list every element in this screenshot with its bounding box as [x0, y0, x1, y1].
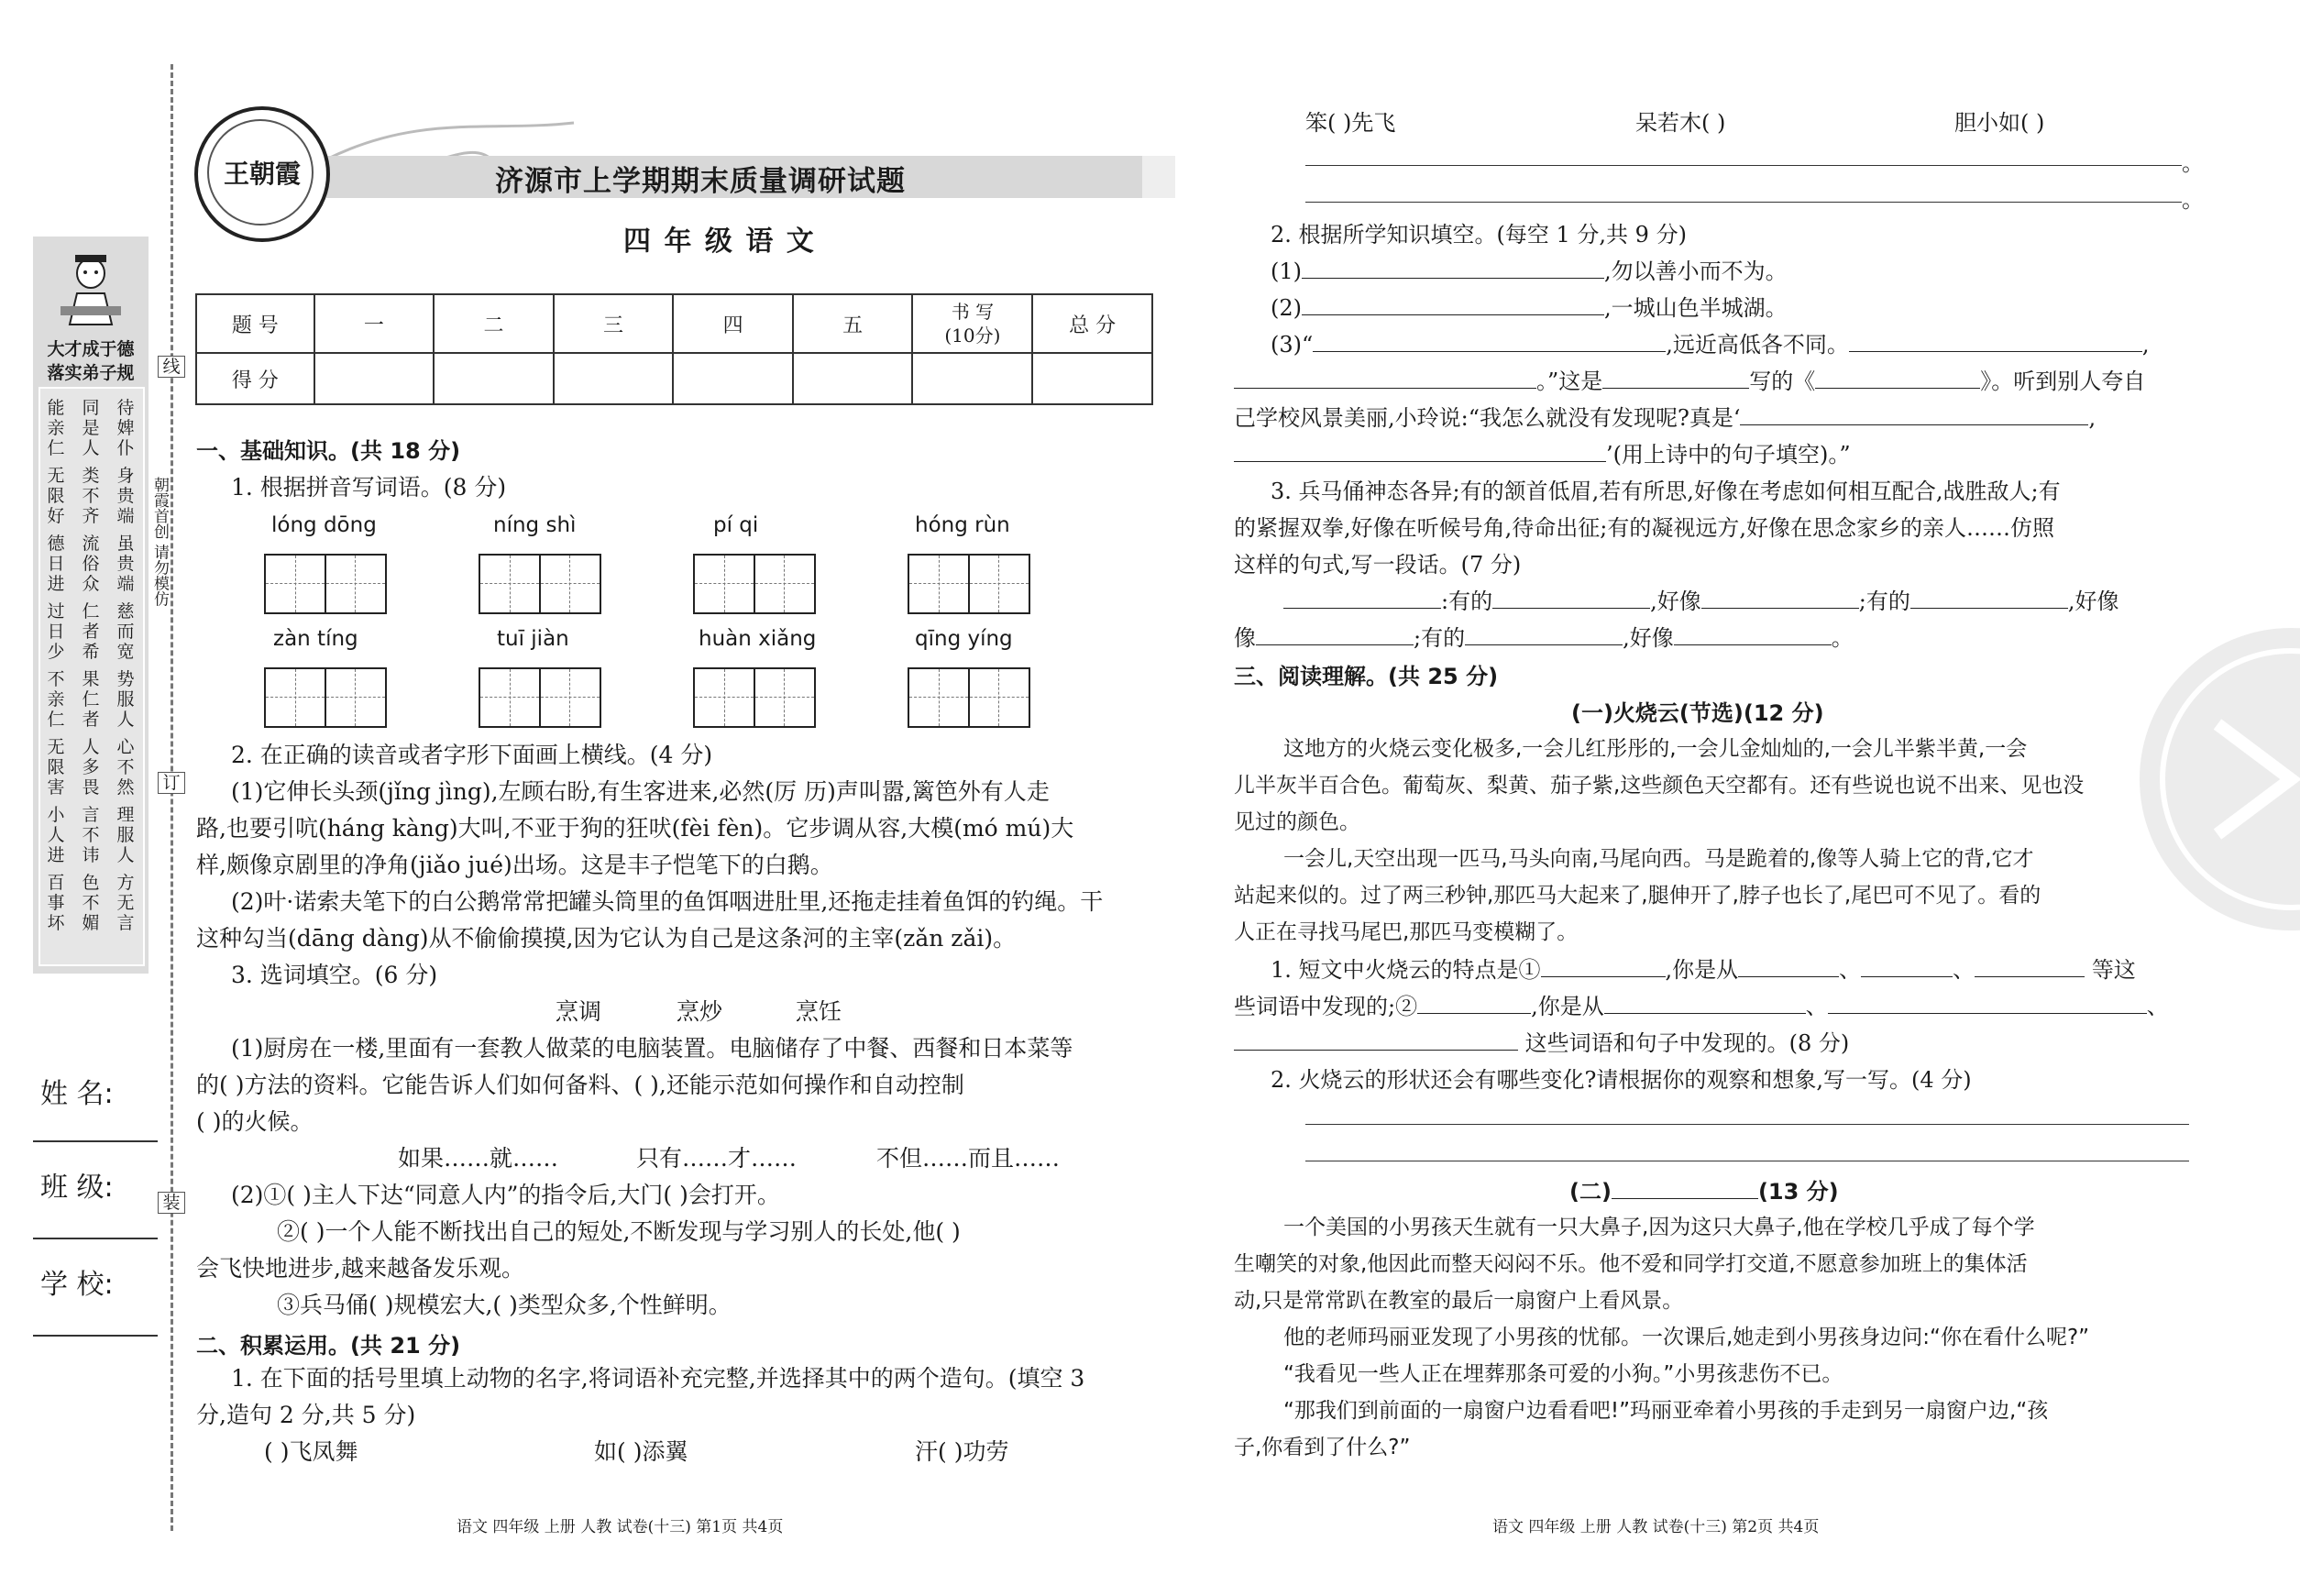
score-header: 五: [793, 294, 913, 353]
reading-2-text: 生嘲笑的对象,他因此而整天闷闷不乐。他不爱和同学打交道,不愿意参加班上的集体活: [1234, 1252, 2028, 1276]
q3-prompt: 3. 选词填空。(6 分): [231, 962, 438, 988]
reading-1-text: 人正在寻找马尾巴,那匹马变模糊了。: [1234, 920, 1579, 944]
school-label: 学 校:: [40, 1269, 114, 1301]
motto-top: 大才成于德: [47, 339, 135, 359]
reading-2-text: “那我们到前面的一扇窗户边看看吧!”玛丽亚牵着小男孩的手走到另一扇窗户边,“孩: [1283, 1399, 2049, 1423]
imitation-line: :有的 ,好像 ;有的 ,好像: [1283, 583, 2118, 615]
logo-text: 王朝霞: [223, 159, 301, 189]
motto-col: 果仁者: [82, 669, 100, 730]
character-grid[interactable]: [693, 554, 816, 614]
answer-blank[interactable]: [1604, 1013, 1806, 1014]
q3-conjunction-option: 不但……而且……: [876, 1145, 1061, 1172]
answer-blank[interactable]: [1861, 976, 1953, 977]
character-grid[interactable]: [264, 554, 387, 614]
name-field[interactable]: [33, 1140, 158, 1142]
motto-col: 色不媚: [82, 873, 100, 933]
motto-col: 百事坏: [47, 873, 65, 933]
q3-text: (1)厨房在一楼,里面有一套教人做菜的电脑装置。电脑储存了中餐、西餐和日本菜等: [231, 1035, 1073, 1062]
q3-text-p2: 的紧握双拳,好像在听候号角,待命出征;有的凝视远方,好像在思念家乡的亲人……仿照: [1234, 515, 2054, 541]
binding-label-pack: 装: [158, 1192, 185, 1214]
r1-q1-cont: 这些词语和句子中发现的。(8 分): [1234, 1025, 1849, 1057]
reading-1-text: 儿半灰半百合色。葡萄灰、梨黄、茄子紫,这些颜色天空都有。还有些说也说不出来、见也没: [1234, 774, 2085, 798]
q2-text: 样,颇像京剧里的净角(jiǎo jué)出场。这是丰子恺笔下的白鹅。: [196, 852, 833, 878]
binding-label-line: 线: [158, 356, 185, 378]
character-grid[interactable]: [479, 667, 601, 728]
reading-1-text: 一会儿,天空出现一匹马,马头向南,马尾向西。马是跪着的,像等人骑上它的背,它才: [1283, 847, 2034, 871]
binding-dotted-line: [171, 64, 173, 1531]
motto-col: 过日少: [47, 601, 65, 662]
motto-col: 德日进: [47, 534, 65, 594]
answer-blank[interactable]: [1234, 461, 1606, 462]
q3-text: ②( )一个人能不断找出自己的短处,不断发现与学习别人的长处,他( ): [277, 1218, 961, 1245]
motto-col: 无限好: [47, 466, 65, 526]
q1-prompt: 1. 根据拼音写词语。(8 分): [231, 474, 507, 501]
reading-1-text: 站起来似的。过了两三秒钟,那匹马大起来了,腿伸开了,脖子也长了,尾巴可不见了。看的: [1234, 884, 2041, 908]
q3-conjunction-option: 只有……才……: [636, 1145, 798, 1172]
q3-text-p2: 这样的句式,写一段话。(7 分): [1234, 552, 1522, 578]
idiom-item: 汗( )功劳: [915, 1438, 1009, 1465]
class-field[interactable]: [33, 1238, 158, 1239]
q2-item-3-cont: ’(用上诗中的句子填空)。”: [1234, 436, 1851, 468]
answer-blank[interactable]: [1541, 976, 1666, 977]
answer-blank[interactable]: [1256, 644, 1414, 645]
q2-item-2: (2) ,一城山色半城湖。: [1271, 295, 1788, 321]
answer-blank[interactable]: [1740, 424, 2088, 425]
section-3-heading: 三、阅读理解。(共 25 分): [1234, 664, 1499, 689]
q3-word-option: 烹炒: [677, 998, 723, 1025]
motto-col: 虽贵端: [116, 534, 135, 594]
q2-text: (1)它伸长头颈(jǐng jìng),左顾右盼,有生客进来,必然(厉 历)声叫嚣,篱笆外有人走: [231, 778, 1050, 805]
line-period: 。: [2182, 150, 2204, 176]
pinyin-label: qīng yíng: [915, 627, 1013, 651]
motto-col: 小人进: [47, 805, 65, 865]
answer-blank[interactable]: [1302, 278, 1604, 279]
motto-col: 人多畏: [82, 737, 100, 798]
reading-2-title: (二) (13 分): [1569, 1179, 1839, 1205]
page-1-footer: 语文 四年级 上册 人教 试卷(十三) 第1页 共4页: [457, 1518, 784, 1536]
idiom-item: ( )飞凤舞: [264, 1438, 358, 1465]
score-cell[interactable]: [314, 353, 435, 404]
q3-text: 的( )方法的资料。它能告诉人们如何备料、( ),还能示范如何操作和自动控制: [196, 1072, 964, 1098]
reading-2-text: 一个美国的小男孩天生就有一只大鼻子,因为这只大鼻子,他在学校几乎成了每个学: [1283, 1216, 2035, 1239]
motto-bottom: 落实弟子规: [47, 363, 135, 383]
sentence-answer-line[interactable]: [1305, 165, 2182, 166]
score-cell[interactable]: [912, 353, 1032, 404]
q3-text: ( )的火候。: [196, 1108, 314, 1135]
motto-col: 不亲仁: [47, 669, 65, 730]
idiom-item: 笨( )先飞: [1305, 110, 1396, 136]
s2-q1-prompt: 分,造句 2 分,共 5 分): [196, 1402, 416, 1428]
answer-blank[interactable]: [1302, 314, 1604, 315]
answer-blank[interactable]: [1313, 351, 1666, 352]
score-cell[interactable]: [673, 353, 793, 404]
pinyin-label: pí qi: [713, 513, 759, 537]
answer-blank[interactable]: [1602, 388, 1749, 389]
school-field[interactable]: [33, 1335, 158, 1337]
q2-text: (2)叶·诺索夫笔下的白公鹅常常把罐头筒里的鱼饵咽进肚里,还拖走挂着鱼饵的钓绳。干: [231, 888, 1104, 915]
motto-col: 同是人: [82, 398, 100, 458]
q3-conjunction-option: 如果……就……: [398, 1145, 559, 1172]
reading-2-text: “我看见一些人正在埋葬那条可爱的小狗。”小男孩悲伤不已。: [1283, 1362, 1843, 1386]
q2-text: 路,也要引吭(háng kàng)大叫,不亚于狗的狂吠(fèi fèn)。它步调从容,大模(mó mú)大: [196, 815, 1074, 842]
motto-col: 能亲仁: [47, 398, 65, 458]
idiom-item: 胆小如( ): [1954, 110, 2045, 136]
q2-item-3: (3)“ ,远近高低各不同。 ,: [1271, 332, 2150, 358]
q3-word-option: 烹调: [556, 998, 602, 1025]
reading-1-text: 见过的颜色。: [1234, 810, 1360, 834]
q2-item-3-cont: 。”这是 写的《 》。听到别人夸自: [1234, 363, 2145, 395]
q3-text: ③兵马俑( )规模宏大,( )类型众多,个性鲜明。: [277, 1292, 732, 1318]
reading-1-text: 这地方的火烧云变化极多,一会儿红彤彤的,一会儿金灿灿的,一会儿半紫半黄,一会: [1283, 737, 2028, 761]
section-2-heading: 二、积累运用。(共 21 分): [196, 1333, 461, 1359]
answer-blank[interactable]: [1815, 388, 1980, 389]
score-cell[interactable]: [793, 353, 913, 404]
line-period: 。: [2182, 187, 2204, 213]
pinyin-label: huàn xiǎng: [699, 627, 817, 651]
binding-label-order: 订: [158, 772, 185, 794]
r1-q1: 1. 短文中火烧云的特点是① ,你是从 、 、 等这: [1271, 957, 2136, 983]
name-label: 姓 名:: [40, 1078, 114, 1110]
q3-prompt-p2: 3. 兵马俑神态各异;有的颔首低眉,若有所思,好像在考虑如何相互配合,战胜敌人;有: [1271, 479, 2061, 504]
answer-blank[interactable]: [1674, 644, 1832, 645]
s2-q1-prompt: 1. 在下面的括号里填上动物的名字,将词语补充完整,并选择其中的两个造句。(填空 3: [231, 1365, 1085, 1392]
writing-answer-line[interactable]: [1305, 1124, 2189, 1125]
answer-blank[interactable]: [1738, 976, 1839, 977]
reading-2-text: 他的老师玛丽亚发现了小男孩的忧郁。一次课后,她走到小男孩身边问:“你在看什么呢?”: [1283, 1326, 2090, 1349]
character-grid[interactable]: [693, 667, 816, 728]
q3-text: 会飞快地进步,越来越备发乐观。: [196, 1255, 524, 1282]
motto-col: 仁者希: [82, 601, 100, 662]
reading-2-text: 子,你看到了什么?”: [1234, 1436, 1411, 1459]
answer-blank[interactable]: [1492, 608, 1650, 609]
score-header: 三: [554, 294, 674, 353]
answer-blank[interactable]: [1849, 351, 2142, 352]
motto-col: 无限害: [47, 737, 65, 798]
motto-col: 言不讳: [82, 805, 100, 865]
motto-col: 理服人: [116, 805, 135, 865]
q2-item-3-cont: 己学校风景美丽,小玲说:“我怎么就没有发现呢?真是‘ ,: [1234, 405, 2096, 431]
character-grid[interactable]: [908, 554, 1030, 614]
motto-col: 身贵端: [116, 466, 135, 526]
q2-text: 这种勾当(dāng dàng)从不偷偷摸摸,因为它认为自己是这条河的主宰(zǎn zǎi)。: [196, 925, 1017, 952]
title-blank[interactable]: [1612, 1198, 1758, 1199]
watermark-seal: [2117, 623, 2300, 935]
answer-blank[interactable]: [1465, 644, 1623, 645]
pinyin-label: níng shì: [493, 513, 577, 537]
sentence-answer-line[interactable]: [1305, 202, 2182, 203]
idiom-item: 呆若木( ): [1635, 110, 1726, 136]
class-label: 班 级:: [40, 1172, 114, 1204]
motto-col: 待婢仆: [116, 398, 135, 458]
q3-word-option: 烹饪: [796, 998, 842, 1025]
motto-panel: [33, 237, 149, 974]
answer-blank[interactable]: [1283, 608, 1441, 609]
reading-2-text: 动,只是常常趴在教室的最后一扇窗户上看风景。: [1234, 1289, 1684, 1313]
pinyin-label: tuī jiàn: [497, 627, 569, 651]
copyright-stamp: 朝霞首创 请勿模仿: [150, 477, 169, 607]
score-header: 一: [314, 294, 435, 353]
subject-title: 四 年 级 语 文: [623, 226, 816, 258]
answer-blank[interactable]: [1910, 608, 2068, 609]
pinyin-label: hóng rùn: [915, 513, 1010, 537]
motto-col: 类不齐: [82, 466, 100, 526]
page-2-footer: 语文 四年级 上册 人教 试卷(十三) 第2页 共4页: [1492, 1518, 1820, 1536]
character-grid[interactable]: [908, 667, 1030, 728]
r1-q1-cont: 些词语中发现的;② ,你是从 、 、: [1234, 994, 2169, 1019]
score-cell[interactable]: [434, 353, 554, 404]
score-header: 二: [434, 294, 554, 353]
score-header: 总 分: [1032, 294, 1152, 353]
character-grid[interactable]: [264, 667, 387, 728]
r1-q2: 2. 火烧云的形状还会有哪些变化?请根据你的观察和想象,写一写。(4 分): [1271, 1067, 1972, 1093]
motto-col: 流俗众: [82, 534, 100, 594]
q2-item-1: (1) ,勿以善小而不为。: [1271, 259, 1788, 284]
idiom-item: 如( )添翼: [594, 1438, 688, 1465]
exam-title: 济源市上学期期末质量调研试题: [495, 165, 906, 198]
q2-prompt: 2. 在正确的读音或者字形下面画上横线。(4 分): [231, 742, 713, 768]
reading-1-title: (一)火烧云(节选)(12 分): [1571, 700, 1824, 726]
answer-blank[interactable]: [1417, 1013, 1531, 1014]
motto-col: 慈而宽: [116, 601, 135, 662]
answer-blank[interactable]: [1828, 1013, 2147, 1014]
pinyin-label: lóng dōng: [271, 513, 377, 537]
imitation-line: 像 ;有的 ,好像 。: [1234, 625, 1854, 651]
section-1-heading: 一、基础知识。(共 18 分): [196, 438, 461, 464]
answer-blank[interactable]: [1234, 388, 1536, 389]
q3-text: (2)①( )主人下达“同意人内”的指令后,大门( )会打开。: [231, 1182, 780, 1208]
q2-prompt-p2: 2. 根据所学知识填空。(每空 1 分,共 9 分): [1271, 222, 1687, 248]
motto-col: 方无言: [116, 873, 135, 933]
motto-col: 心不然: [116, 737, 135, 798]
answer-blank[interactable]: [1975, 976, 2085, 977]
score-table: [195, 293, 1153, 405]
brand-logo: [194, 106, 330, 242]
scholar-figure-icon: [33, 242, 149, 334]
character-grid[interactable]: [479, 554, 601, 614]
score-header: 四: [673, 294, 793, 353]
score-header: 书 写 (10分): [912, 294, 1032, 353]
motto-col: 势服人: [116, 669, 135, 730]
score-cell[interactable]: [1032, 353, 1152, 404]
answer-blank[interactable]: [1701, 608, 1859, 609]
score-cell[interactable]: [554, 353, 674, 404]
score-row-label: 得 分: [196, 353, 314, 404]
answer-blank[interactable]: [1234, 1050, 1518, 1051]
pinyin-label: zàn tíng: [273, 627, 358, 651]
score-header: 题 号: [196, 294, 314, 353]
